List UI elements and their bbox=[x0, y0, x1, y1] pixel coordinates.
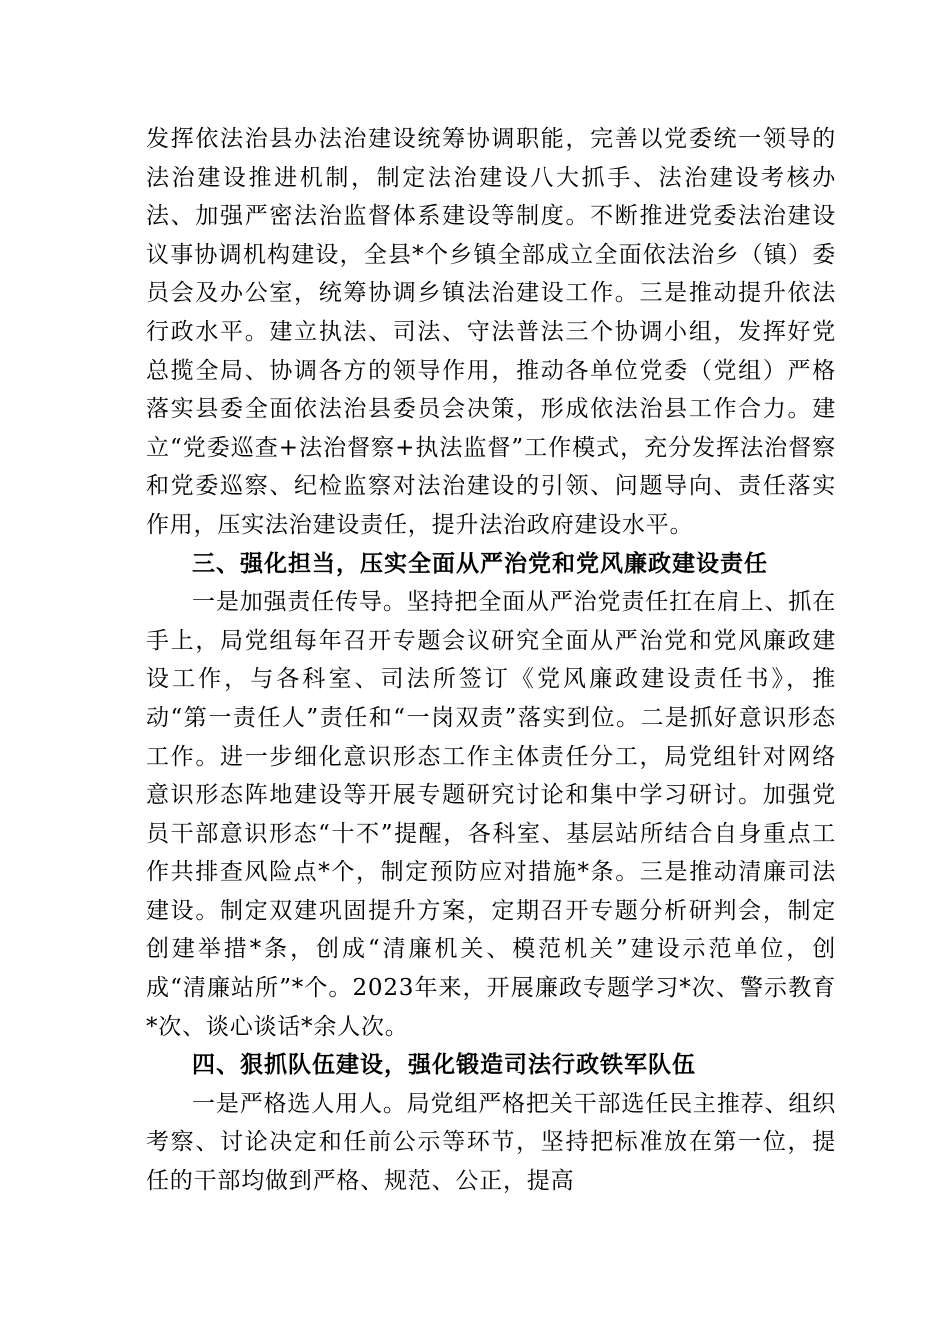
section-heading-3: 三、强化担当，压实全面从严治党和党风廉政建设责任 bbox=[192, 550, 768, 577]
paragraph-team-building: 一是严格选人用人。局党组严格把关干部选任民主推荐、组织考察、讨论决定和任前公示等环节，坚持把标准放在第一位，提任的干部均做到严格、规范、公正，提高 bbox=[146, 1090, 836, 1195]
document-page bbox=[146, 120, 836, 1201]
paragraph-rule-of-law-coordination: 发挥依法治县办法治建设统筹协调职能，完善以党委统一领导的法治建设推进机制，制定法治建设八大抓手、法治建设考核办法、加强严密法治监督体系建设等制度。不断推进党委法治建设议事协调机构建设，全县*个乡镇全部成立全面依法治乡（镇）委员会及办公室，统筹协调乡镇法治建设工作。三是推动提升依法行政水平。建立执法、司法、守法普法三个协调小组，发挥好党总揽全局、协调各方的领导作用，推动各单位党委（党组）严格落实县委全面依法治县委员会决策，形成依法治县工作合力。建立“党委巡查+法治督察+执法监督”工作模式，充分发挥法治督察和党委巡察、纪检监察对法治建设的引领、问题导向、责任落实作用，压实法治建设责任，提升法治政府建设水平。 bbox=[146, 126, 836, 538]
paragraph-responsibility: 一是加强责任传导。坚持把全面从严治党责任扛在肩上、抓在手上，局党组每年召开专题会议研究全面从严治党和党风廉政建设工作，与各科室、司法所签订《党风廉政建设责任书》，推动“第一责任人”责任和“一岗双责”落实到位。二是抓好意识形态工作。进一步细化意识形态工作主体责任分工，局党组针对网络意识形态阵地建设等开展专题研究讨论和集中学习研讨。加强党员干部意识形态“十不”提醒，各科室、基层站所结合自身重点工作共排查风险点*个，制定预防应对措施*条。三是推动清廉司法建设。制定双建巩固提升方案，定期召开专题分析研判会，制定创建举措*条，创成“清廉机关、模范机关”建设示范单位，创成“清廉站所”*个。2023年来，开展廉政专题学习*次、警示教育*次、谈心谈话*余人次。 bbox=[146, 589, 836, 1040]
section-heading-4: 四、狠抓队伍建设，强化锻造司法行政铁军队伍 bbox=[192, 1052, 696, 1079]
